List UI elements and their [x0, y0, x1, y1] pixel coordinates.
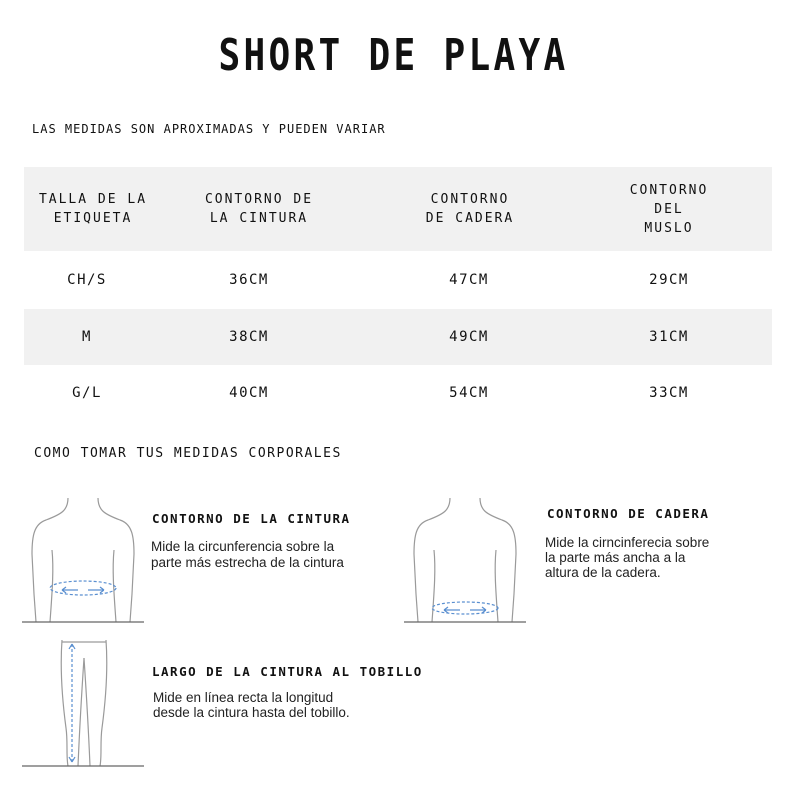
- cell-size: M: [82, 328, 92, 345]
- page-title: SHORT DE PLAYA: [218, 30, 569, 81]
- cell-hip: 49CM: [449, 328, 489, 345]
- waist-desc-line-1: Mide la circunferencia sobre la: [151, 539, 335, 554]
- header-muslo: CONTORNO DEL MUSLO: [629, 182, 709, 236]
- section-title: COMO TOMAR TUS MEDIDAS CORPORALES: [34, 446, 342, 461]
- length-desc-line-1: Mide en línea recta la longitud: [153, 690, 334, 705]
- table-row: [24, 365, 772, 421]
- table-header-row: [24, 167, 772, 251]
- cell-waist: 38CM: [229, 328, 269, 345]
- waist-desc-line-2: parte más estrecha de la cintura: [151, 555, 344, 570]
- cell-waist: 40CM: [229, 384, 269, 401]
- waist-title: CONTORNO DE LA CINTURA: [152, 511, 351, 526]
- hip-desc-line-3: altura de la cadera.: [545, 565, 661, 580]
- cell-thigh: 29CM: [649, 271, 689, 288]
- length-title: LARGO DE LA CINTURA AL TOBILLO: [152, 664, 423, 679]
- cell-thigh: 33CM: [649, 384, 689, 401]
- table-row: [24, 309, 772, 365]
- torso-hip-icon: [404, 494, 526, 626]
- table-row: [24, 251, 772, 309]
- length-desc-line-2: desde la cintura hasta del tobillo.: [153, 705, 350, 720]
- cell-hip: 54CM: [449, 384, 489, 401]
- cell-thigh: 31CM: [649, 328, 689, 345]
- cell-size: G/L: [72, 384, 102, 401]
- legs-length-icon: [22, 638, 144, 770]
- hip-title: CONTORNO DE CADERA: [547, 506, 710, 521]
- cell-waist: 36CM: [229, 271, 269, 288]
- hip-desc-line-1: Mide la cirncinferecia sobre: [545, 535, 710, 550]
- header-cadera: CONTORNO DE CADERA: [425, 192, 515, 226]
- hip-desc-line-2: la parte más ancha a la: [545, 550, 686, 565]
- header-talla: TALLA DE LA ETIQUETA: [38, 192, 148, 226]
- subtitle: LAS MEDIDAS SON APROXIMADAS Y PUEDEN VARIAR: [32, 122, 386, 136]
- cell-hip: 47CM: [449, 271, 489, 288]
- header-cintura: CONTORNO DE LA CINTURA: [204, 192, 314, 226]
- torso-waist-icon: [22, 494, 144, 626]
- cell-size: CH/S: [67, 271, 107, 288]
